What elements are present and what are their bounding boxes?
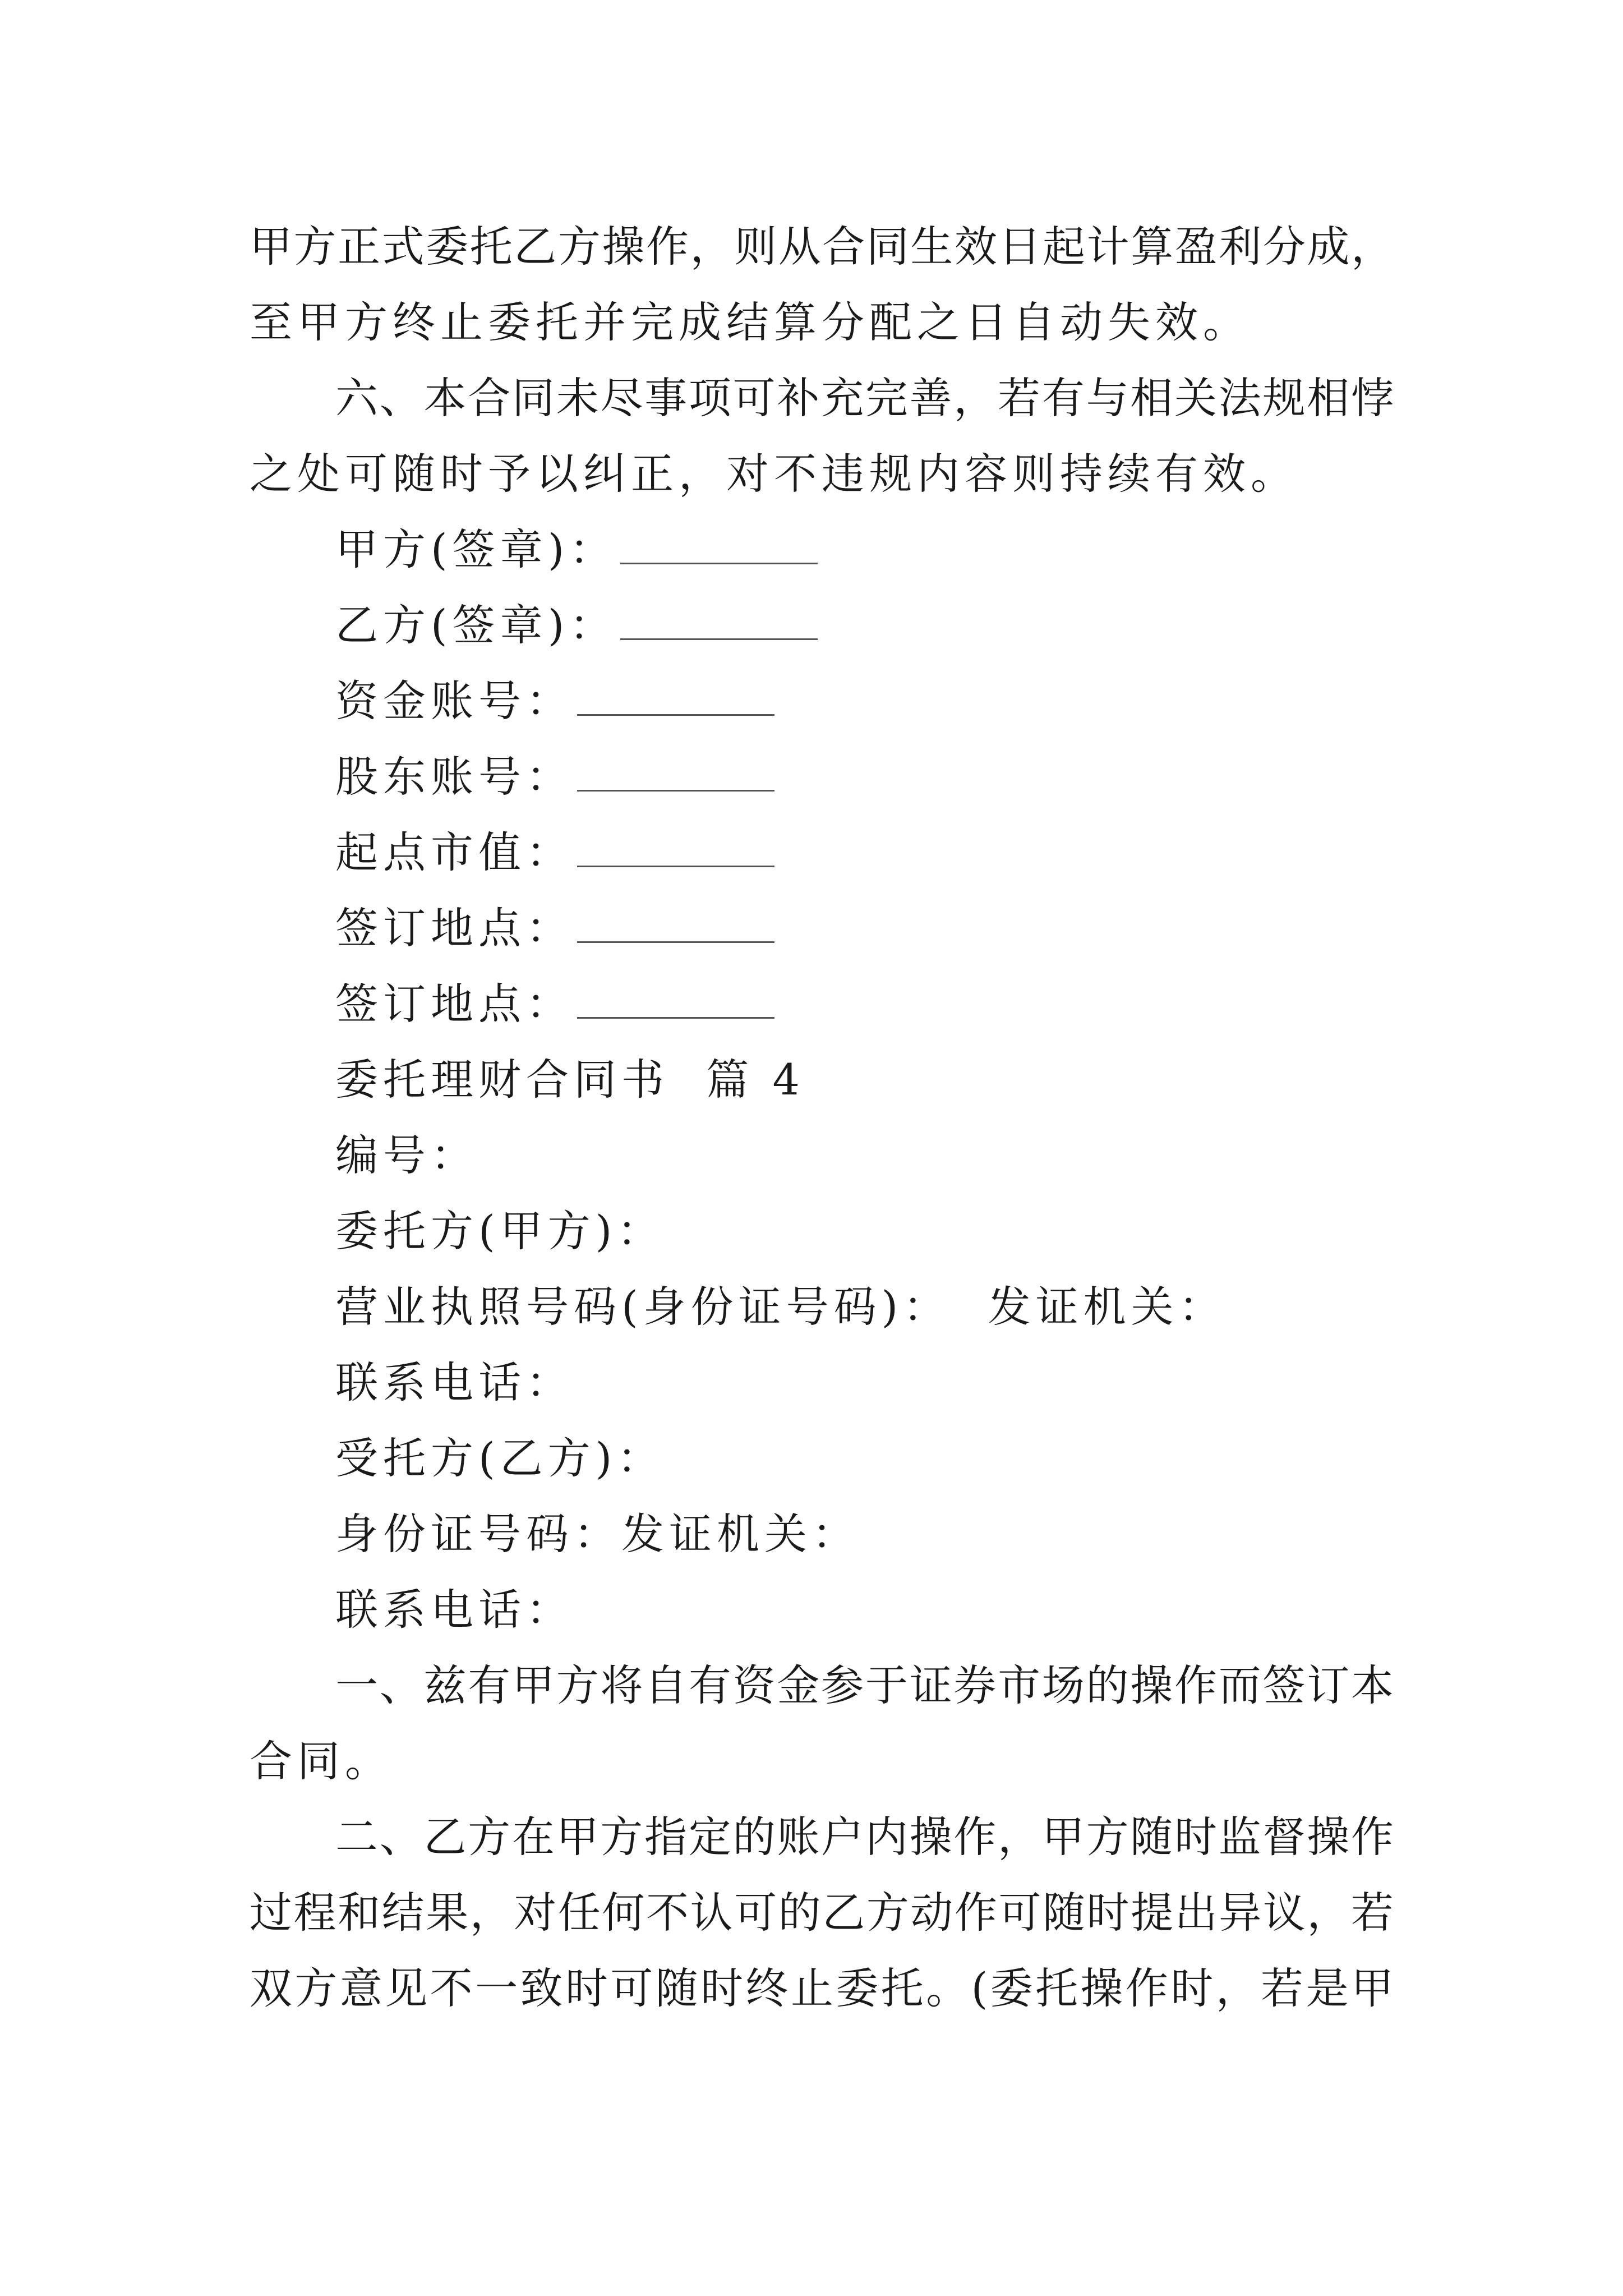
paragraph-line: 至甲方终止委托并完成结算分配之日自动失效。 [250, 297, 1251, 347]
agent-label: 受托方(乙方)： [335, 1433, 665, 1483]
shareholder-account-label: 股东账号： [335, 752, 574, 802]
clause-six-line: 六、本合同未尽事项可补充完善，若有与相关法规相悖 [335, 373, 1394, 423]
number-label: 编号： [335, 1130, 478, 1180]
paragraph-line: 甲方正式委托乙方操作，则从合同生效日起计算盈利分成， [250, 222, 1394, 272]
signature-b-blank[interactable] [620, 605, 818, 640]
signature-a-blank[interactable] [620, 529, 818, 564]
phone-label: 联系电话： [335, 1358, 574, 1407]
fund-account-label: 资金账号： [335, 676, 574, 726]
signature-b-label: 乙方(签章)： [335, 600, 617, 650]
clause-two-line: 双方意见不一致时可随时终止委托。(委托操作时，若是甲 [250, 1963, 1394, 2013]
fund-account-blank[interactable] [577, 680, 774, 716]
sign-place-blank[interactable] [577, 908, 774, 943]
clause-two-line: 过程和结果，对任何不认可的乙方动作可随时提出异议，若 [250, 1888, 1394, 1938]
sign-place-blank[interactable] [577, 983, 774, 1019]
signature-b-row [335, 597, 818, 654]
phone-label: 联系电话： [335, 1585, 574, 1635]
fund-account-row [335, 673, 774, 729]
section-title: 委托理财合同书 篇 4 [335, 1055, 805, 1105]
sign-place-label: 签订地点： [335, 903, 574, 953]
start-value-row [335, 825, 774, 881]
start-value-label: 起点市值： [335, 827, 574, 877]
clause-six-line: 之处可随时予以纠正，对不违规内容则持续有效。 [250, 449, 1298, 499]
sign-place-row [335, 900, 774, 956]
signature-a-row [335, 522, 818, 578]
signature-a-label: 甲方(签章)： [335, 524, 617, 574]
shareholder-account-blank[interactable] [577, 756, 774, 792]
clause-one-line: 合同。 [250, 1736, 393, 1786]
sign-place-label: 签订地点： [335, 979, 574, 1029]
clause-two-line: 二、乙方在甲方指定的账户内操作，甲方随时监督操作 [335, 1812, 1394, 1862]
principal-label: 委托方(甲方)： [335, 1206, 665, 1256]
license-label: 营业执照号码(身份证号码)： 发证机关： [335, 1282, 1227, 1332]
id-number-label: 身份证号码：发证机关： [335, 1509, 860, 1559]
shareholder-account-row [335, 749, 774, 805]
start-value-blank[interactable] [577, 832, 774, 867]
sign-place-row [335, 976, 774, 1032]
clause-one-line: 一、兹有甲方将自有资金参于证券市场的操作而签订本 [335, 1660, 1394, 1710]
